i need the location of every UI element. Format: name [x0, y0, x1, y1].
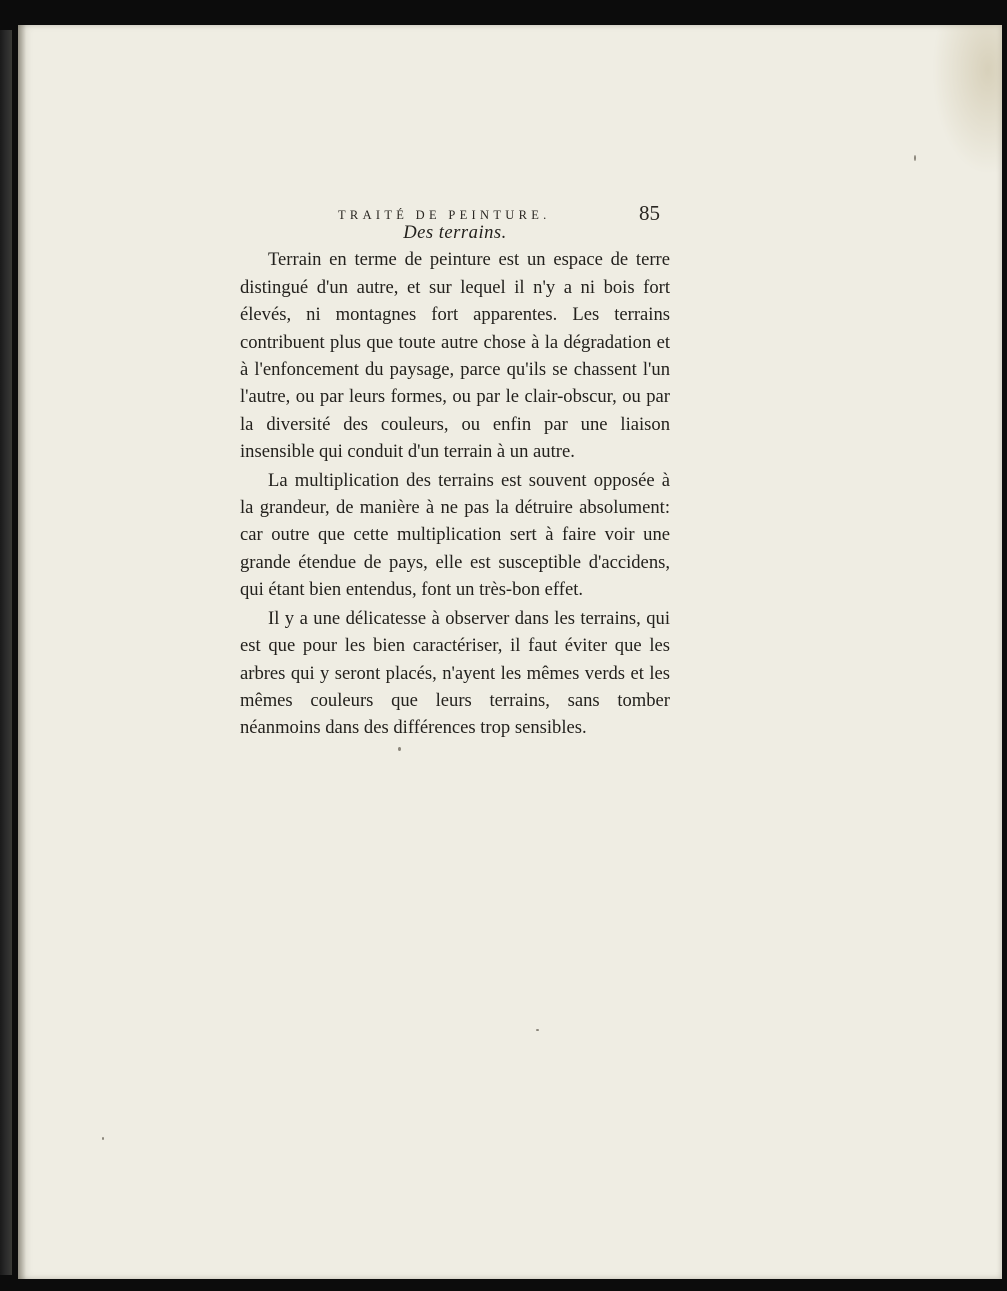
page-number: 85	[639, 201, 660, 225]
paragraph: La multiplication des terrains est souvent opposée à la grandeur, de manière à ne pas la détruire absolument: car outre que cette multiplication sert à faire voir une grande étendue de pays, elle est susceptible d'accidens, qui étant bien entendus, font un très-bon effet.	[240, 469, 670, 601]
paper-speck	[102, 1137, 104, 1140]
paragraph: Terrain en terme de peinture est un espace de terre distingué d'un autre, et sur lequel il n'y a ni bois fort élevés, ni montagnes fort apparentes. Les terrains contribuent plus que toute autre chose à la dégradation et à l'enfoncement du paysage, parce qu'ils se chassent l'un l'autre, ou par leurs formes, ou par le clair-obscur, ou par la diversité des couleurs, ou enfin par une liaison insensible qui conduit d'un terrain à un autre.	[240, 249, 670, 463]
running-title: TRAITÉ DE PEINTURE.	[338, 208, 551, 222]
paragraph: Il y a une délicatesse à observer dans les terrains, qui est que pour les bien caractériser, il faut éviter que les arbres qui y seront placés, n'ayent les mêmes verds et les mêmes couleurs que leurs terrains, sans tomber néanmoins dans des différences trop sensibles.	[240, 607, 670, 739]
book-binding-edge	[0, 30, 12, 1275]
paper-speck	[536, 1029, 539, 1031]
page-gutter-shadow	[18, 25, 26, 1279]
paper-speck	[398, 747, 401, 751]
section-title: Des terrains.	[403, 222, 507, 243]
paper-stain	[932, 25, 1002, 175]
paper-speck	[914, 155, 916, 161]
page-body	[240, 219, 670, 742]
